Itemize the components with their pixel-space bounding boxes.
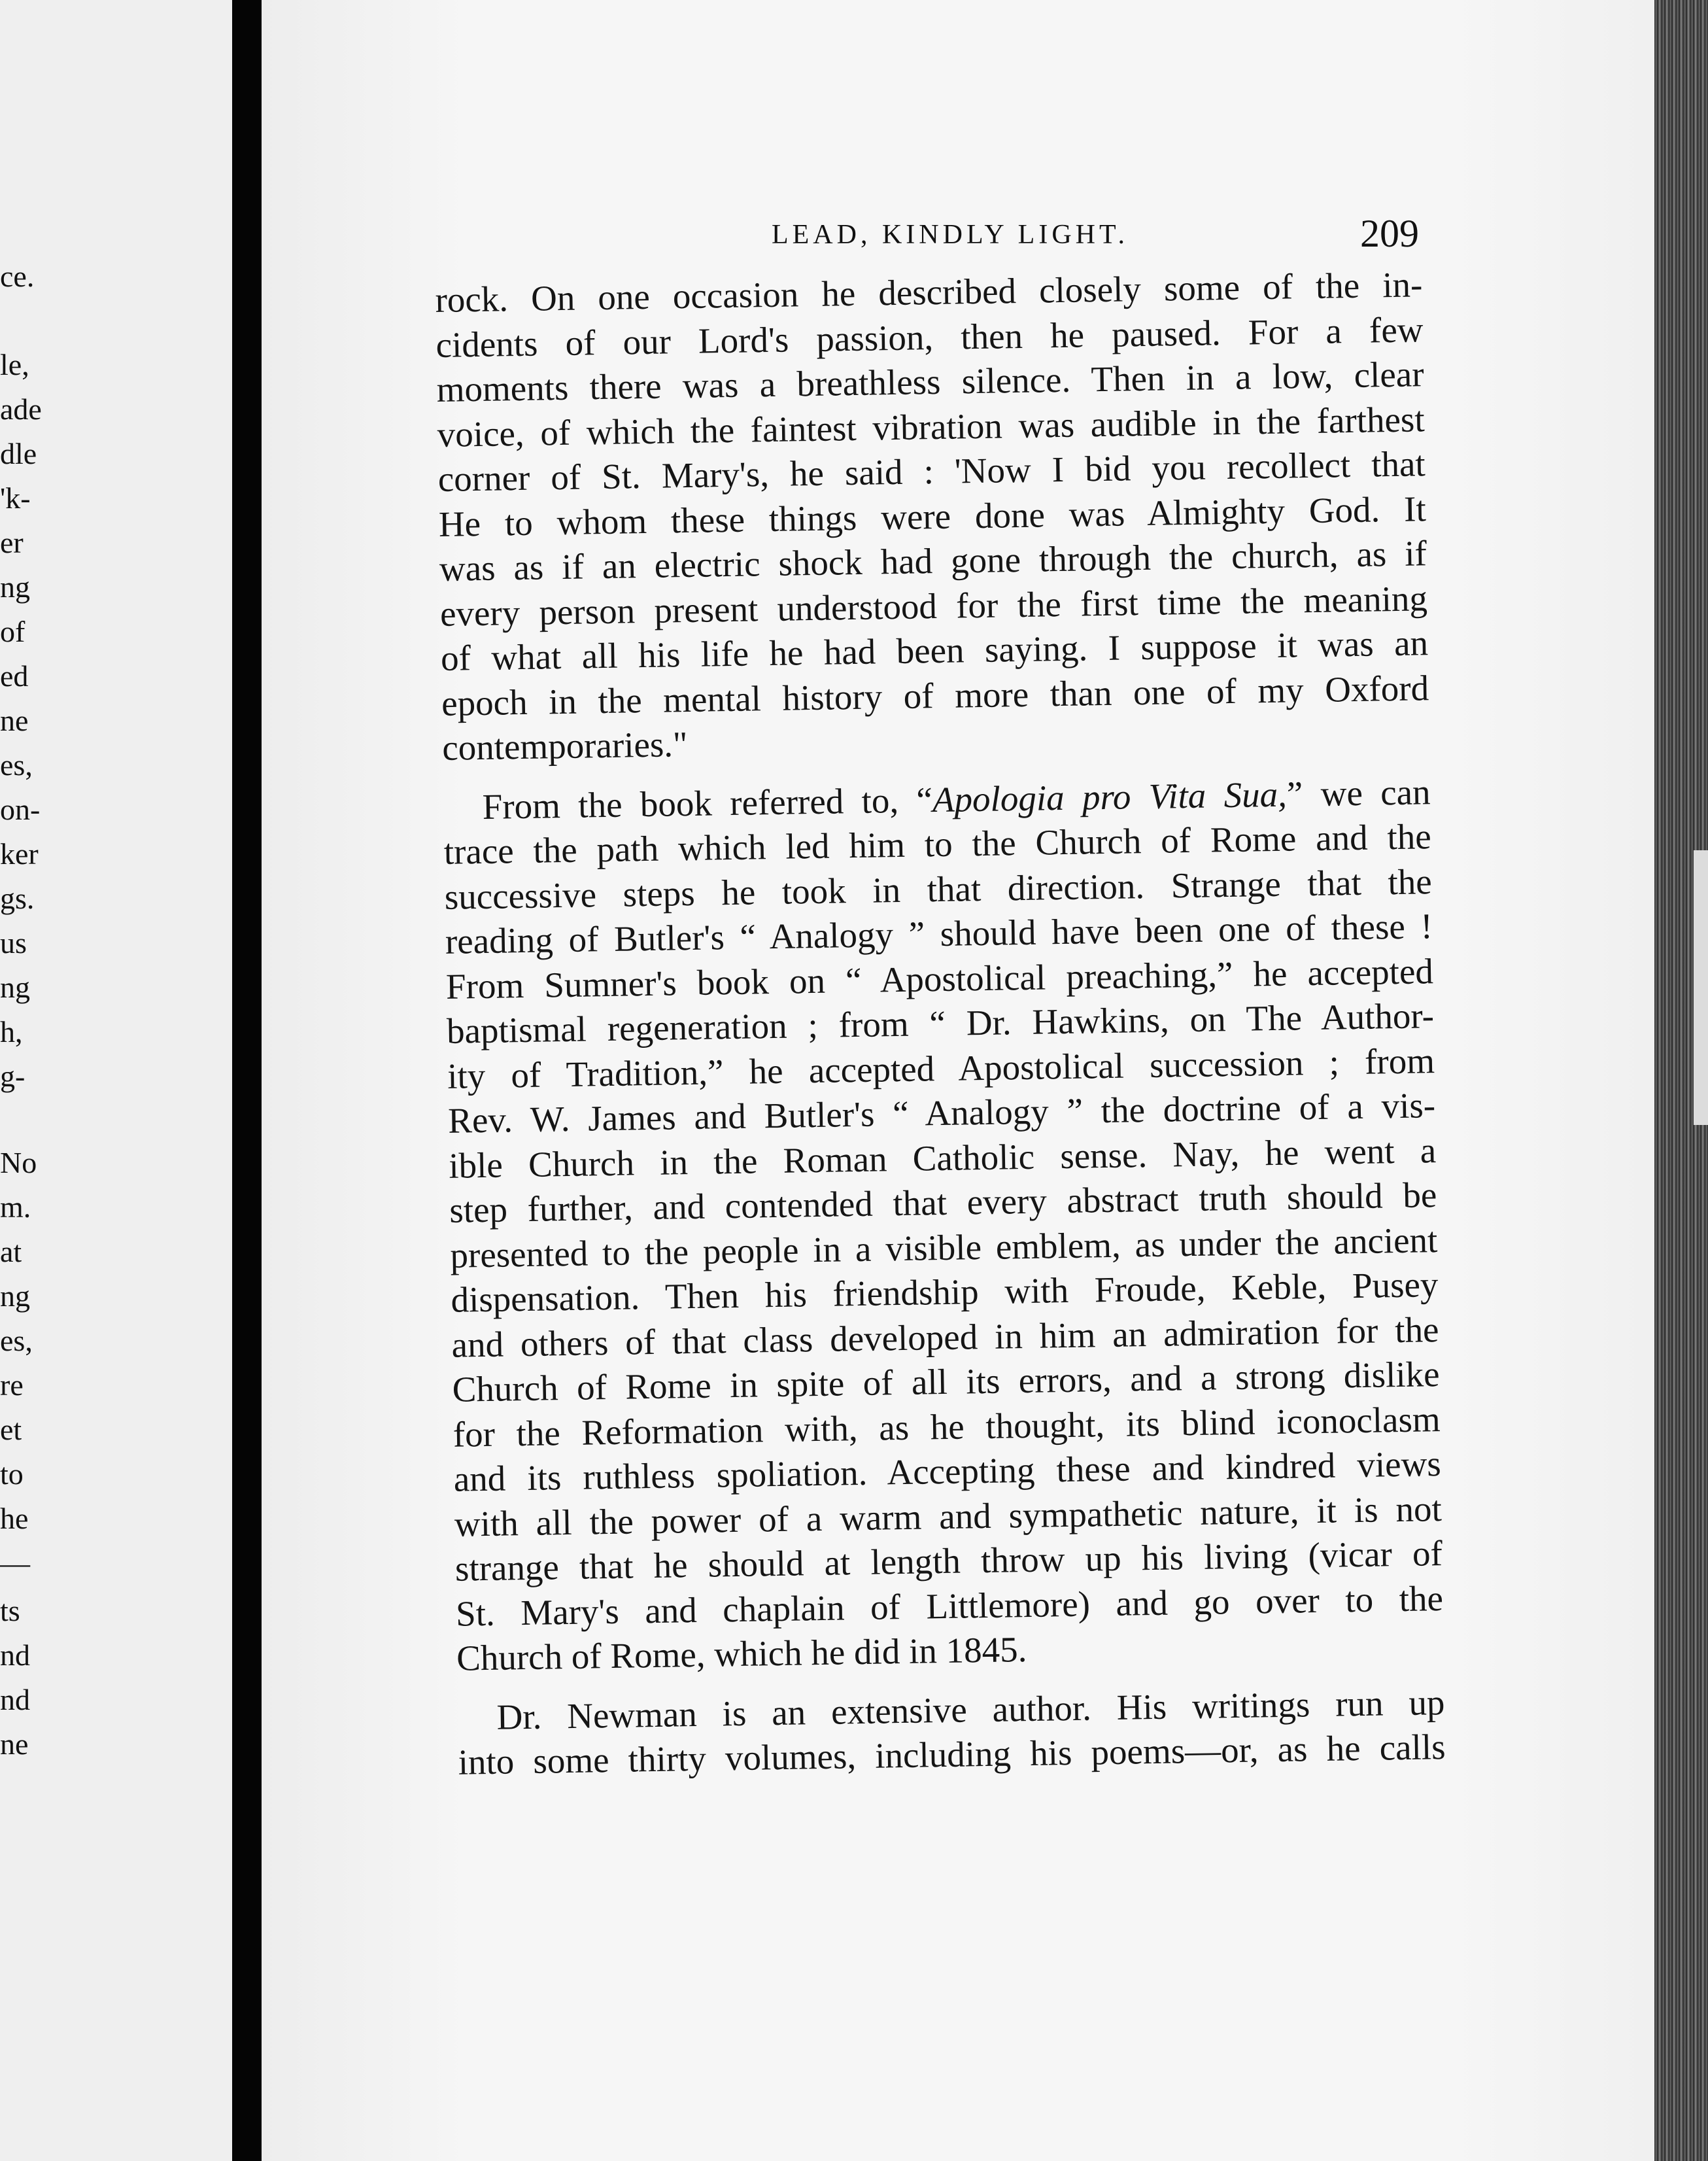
text-line: reading of Butler's “ Analogy ” should have been one of these ! [445,906,1433,961]
left-fragment: he [0,1502,29,1535]
left-fragment: es, [0,1324,33,1357]
text-line: every person present understood for the first time the meaning [439,578,1428,634]
text-line: of what all his life he had been saying. I suppose it was an [440,623,1429,678]
text-line: for the Reformation with, as he thought, its blind iconoclasm [453,1398,1441,1455]
left-fragment: le, [0,348,29,381]
left-fragment: re [0,1368,24,1402]
left-fragment: dle [0,437,37,470]
body-text [435,262,1446,1785]
text-line: contemporaries." [441,724,688,768]
left-fragment: ng [0,1279,30,1313]
left-fragment: m. [0,1190,31,1224]
text-line: presented to the people in a visible emblem, as under the ancient [449,1219,1438,1275]
left-fragment: at [0,1235,22,1268]
left-fragment: ng [0,971,30,1004]
left-fragment: ne [0,1727,29,1761]
text-line: epoch in the mental history of more than one of my Oxford [441,667,1429,723]
book-gutter [232,0,262,2161]
text-line: with all the power of a warm and sympathetic nature, it is not [454,1488,1443,1544]
left-fragment: ed [0,659,29,693]
left-fragment: No [0,1146,37,1179]
left-fragment: nd [0,1683,30,1716]
text-line: voice, of which the faintest vibration was audible in the farthest [437,398,1426,455]
text-line: and others of that class developed in him an admiration for the [451,1309,1439,1365]
text-segment: ” we can [1286,771,1431,814]
left-fragment: er [0,526,24,559]
text-line: Church of Rome, which he did in 1845. [456,1629,1027,1678]
running-head: LEAD, KINDLY LIGHT. [772,220,1129,250]
text-line: trace the path which led him to the Church of Rome and the [443,816,1432,872]
text-line: cidents of our Lord's passion, then he paused. For a few [436,309,1424,365]
left-fragment: ts [0,1594,20,1627]
text-line: moments there was a breathless silence. Then in a low, clear [436,354,1424,409]
text-line: and its ruthless spoliation. Accepting these and kindred views [453,1444,1442,1499]
book-title: Apologia pro Vita Sua, [932,774,1288,820]
text-line: ible Church in the Roman Catholic sense. Nay, he went a [448,1130,1437,1186]
text-line: ity of Tradition,” he accepted Apostolical succession ; from [447,1040,1435,1096]
left-fragment: h, [0,1015,23,1048]
text-line: strange that he should at length throw up his living (vicar of [454,1533,1443,1589]
left-fragment: — [0,1546,30,1580]
left-fragment: ker [0,837,39,871]
left-fragment: of [0,615,26,648]
left-fragment: ade [0,392,42,426]
text-line: rock. On one occasion he described closely some of the in- [435,264,1423,320]
page-number: 209 [1360,212,1419,255]
left-fragment: us [0,926,27,959]
left-fragment: 'k- [0,481,31,515]
text-segment: From the book referred to, “ [482,779,933,827]
text-line: Dr. Newman is an extensive author. His writings run up [496,1682,1445,1737]
left-fragment: es, [0,748,33,782]
left-fragment: on- [0,793,41,826]
page-edge-highlight [1694,850,1708,1125]
text-line: baptismal regeneration ; from “ Dr. Hawkins, on The Author- [446,995,1435,1051]
left-fragment: ne [0,704,29,737]
text-line: Church of Rome in spite of all its errors, and a strong dislike [452,1354,1440,1409]
text-line: successive steps he took in that direction. Strange that the [444,861,1433,917]
left-fragment: ce. [0,260,35,293]
right-page [262,0,1654,2161]
text-line: He to whom these things were done was Almighty God. It [438,488,1427,544]
text-line: corner of St. Mary's, he said : 'Now I bid you recollect that [437,443,1426,499]
text-line: From Sumner's book on “ Apostolical preaching,” he accepted [445,950,1434,1007]
text-line: Rev. W. James and Butler's “ Analogy ” the doctrine of a vis- [447,1085,1436,1141]
text-line: step further, and contended that every abstract truth should be [449,1175,1437,1230]
text-line: was as if an electric shock had gone through the church, as if [439,533,1427,589]
text-line: St. Mary's and chaplain of Littlemore) and go over to the [455,1578,1444,1634]
text-line: into some thirty volumes, including his poems—or, as he calls [458,1727,1446,1782]
page-header [262,212,1419,265]
left-fragment: et [0,1413,22,1446]
left-page [0,0,232,2161]
left-fragment: gs. [0,882,35,915]
left-fragment: nd [0,1638,30,1672]
text-line: dispensation. Then his friendship with Froude, Keble, Pusey [451,1264,1439,1320]
left-fragment: g- [0,1060,26,1093]
left-fragment: to [0,1457,24,1491]
left-fragment: ng [0,570,30,604]
